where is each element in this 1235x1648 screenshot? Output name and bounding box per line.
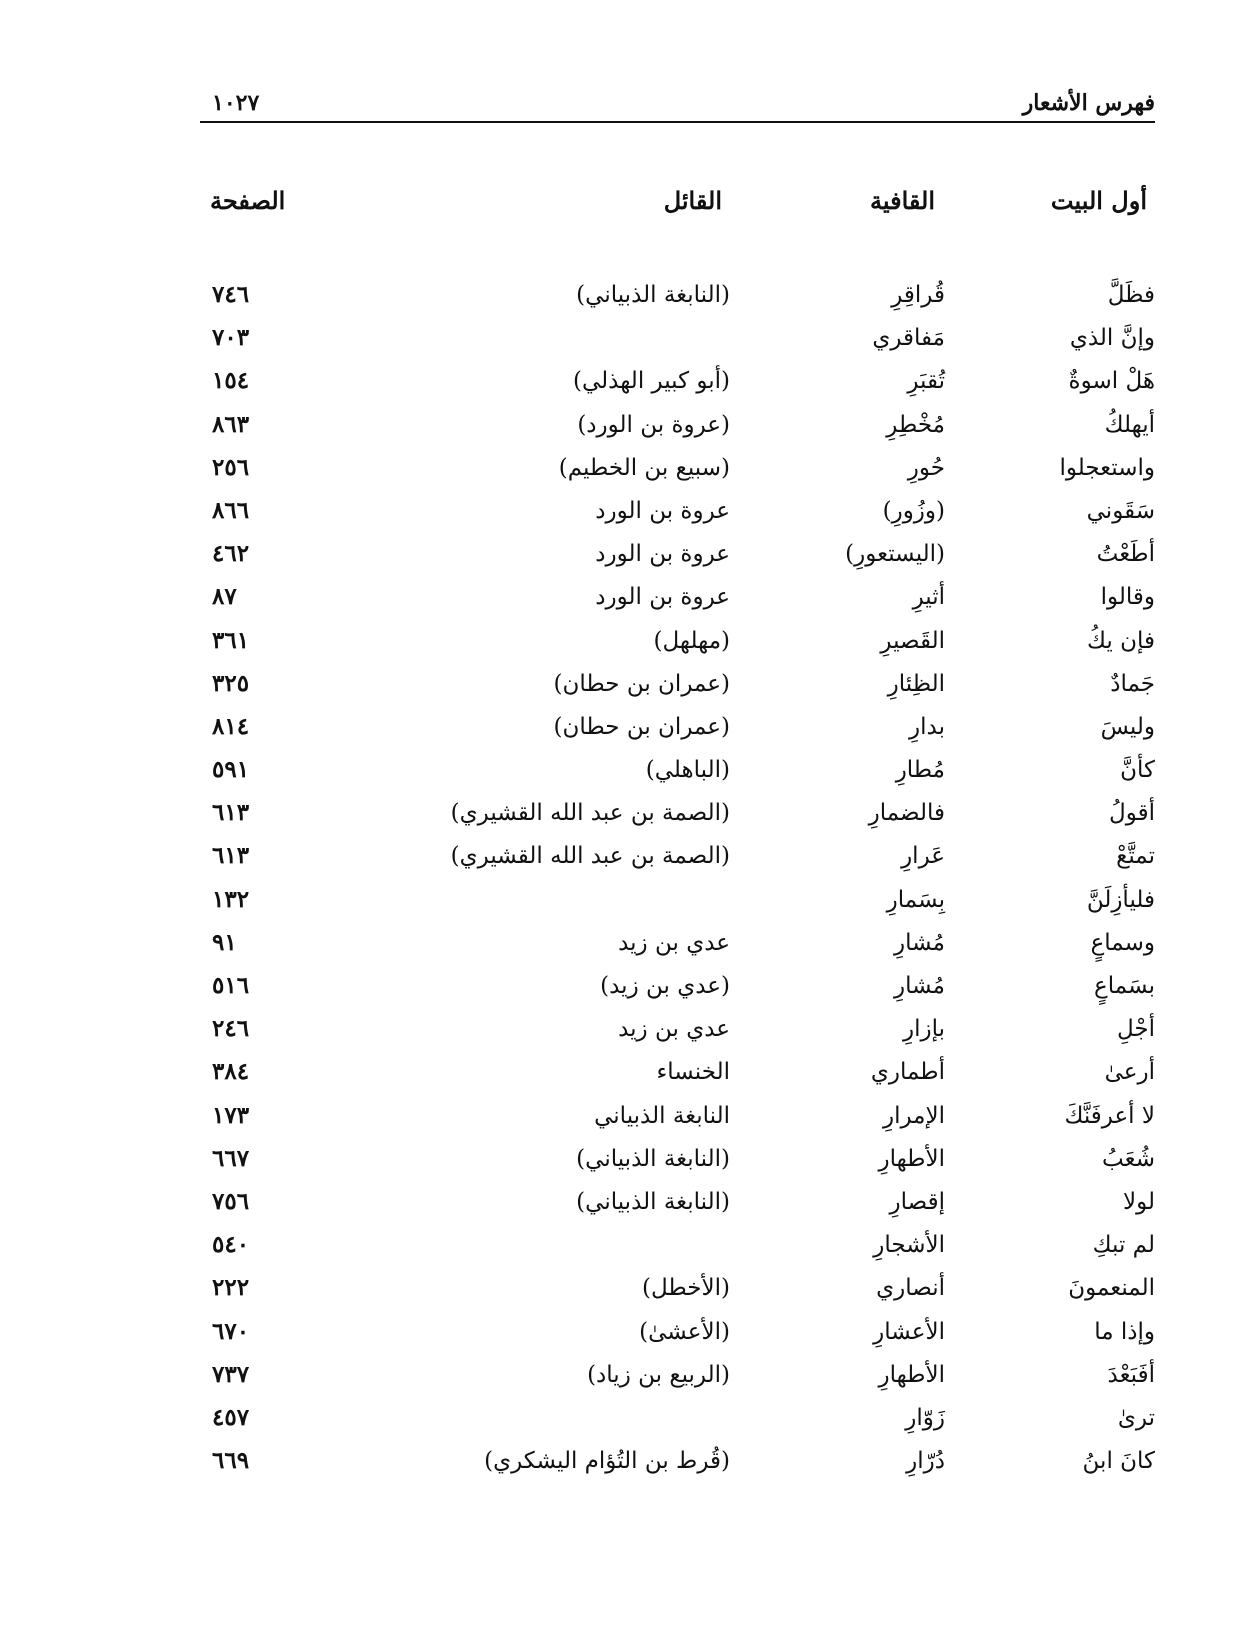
page-cell: ٨٧ xyxy=(212,583,237,611)
rhyme-cell: الأطهارِ xyxy=(878,1145,945,1172)
page-cell: ٧٣٧ xyxy=(212,1360,250,1388)
first-words-cell: أرعىٰ xyxy=(1104,1059,1155,1086)
first-words-cell: المنعمونَ xyxy=(1068,1275,1155,1302)
first-words-cell: واستعجلوا xyxy=(1059,454,1155,481)
column-header-rhyme: القافية xyxy=(869,186,935,215)
first-words-cell: أطَعْتُ xyxy=(1096,541,1155,568)
first-words-cell: فظَلَّ xyxy=(1107,282,1155,308)
rhyme-cell: مُشارِ xyxy=(894,929,945,956)
table-row xyxy=(200,841,1155,884)
table-row xyxy=(200,1403,1155,1446)
table-row xyxy=(200,971,1155,1014)
poet-cell: (الربيع بن زياد) xyxy=(587,1361,730,1388)
table-row xyxy=(200,626,1155,669)
page-cell: ٨٦٣ xyxy=(212,410,250,438)
page-cell: ٣٨٤ xyxy=(212,1058,250,1086)
table-row xyxy=(200,1273,1155,1316)
running-head-title: فهرس الأشعار xyxy=(1022,90,1155,116)
first-words-cell: جَمادٌ xyxy=(1110,670,1155,697)
first-words-cell: فإن يكُ xyxy=(1087,627,1155,654)
poet-cell: (قُرط بن التُؤام اليشكري) xyxy=(484,1448,730,1475)
page-cell: ٣٢٥ xyxy=(212,669,250,697)
index-table xyxy=(200,280,1155,1489)
poet-cell: (أبو كبير الهذلي) xyxy=(572,368,730,395)
poet-cell: (الأخطل) xyxy=(642,1275,730,1302)
rhyme-cell: مُشارِ xyxy=(894,973,945,999)
poet-cell: عروة بن الورد xyxy=(595,584,730,611)
first-words-cell: هَلْ اسوةٌ xyxy=(1068,368,1155,395)
first-words-cell: أجْلِ xyxy=(1116,1016,1155,1043)
table-row xyxy=(200,1101,1155,1144)
rhyme-cell: الأشجارِ xyxy=(873,1232,945,1259)
first-words-cell: تمتَّعْ xyxy=(1116,843,1155,870)
rhyme-cell: بدارِ xyxy=(909,713,945,740)
rhyme-cell: إقصارِ xyxy=(889,1188,945,1215)
table-row xyxy=(200,280,1155,323)
first-words-cell: لا أعرفَنَّكَ xyxy=(1064,1102,1155,1129)
poet-cell: عروة بن الورد xyxy=(595,497,730,524)
rhyme-cell: تُقبَرِ xyxy=(907,368,945,395)
page-cell: ٤٦٢ xyxy=(212,540,250,568)
table-row xyxy=(200,1446,1155,1489)
rhyme-cell: بإزارِ xyxy=(902,1016,945,1043)
table-row xyxy=(200,928,1155,971)
poet-cell: (الصمة بن عبد الله القشيري) xyxy=(450,843,730,870)
first-words-cell: شُعَبُ xyxy=(1102,1145,1155,1172)
table-row xyxy=(200,885,1155,928)
first-words-cell: أفَبَعْدَ xyxy=(1107,1361,1155,1388)
first-words-cell: أيهلكُ xyxy=(1104,411,1155,438)
rhyme-cell: الإمرارِ xyxy=(882,1102,945,1129)
rhyme-cell: الأعشارِ xyxy=(873,1318,945,1345)
table-row xyxy=(200,323,1155,366)
header-rule xyxy=(200,121,1155,123)
poet-cell: الخنساء xyxy=(656,1059,730,1086)
page-cell: ٦٧٠ xyxy=(212,1317,250,1345)
poet-cell: عدي بن زيد xyxy=(618,929,730,956)
poet-cell: (عدي بن زيد) xyxy=(600,973,730,999)
poet-cell: (الباهلي) xyxy=(645,757,730,784)
poet-cell: النابغة الذبياني xyxy=(594,1102,730,1129)
table-row xyxy=(200,582,1155,625)
page-cell: ٧٠٣ xyxy=(212,324,250,352)
rhyme-cell: عَرارِ xyxy=(901,843,945,870)
rhyme-cell: دُرّارِ xyxy=(906,1448,945,1475)
rhyme-cell: القَصيرِ xyxy=(880,627,945,654)
table-row xyxy=(200,669,1155,712)
first-words-cell: كأنَّ xyxy=(1120,757,1155,784)
page-cell: ١٣٢ xyxy=(212,885,250,913)
table-row xyxy=(200,798,1155,841)
table-row xyxy=(200,1014,1155,1057)
page-cell: ٥٤٠ xyxy=(212,1231,250,1259)
table-row xyxy=(200,366,1155,409)
column-header-page: الصفحة xyxy=(210,186,286,215)
rhyme-cell: بِسَمارِ xyxy=(886,886,945,913)
first-words-cell: وقالوا xyxy=(1100,584,1155,611)
first-words-cell: أقولُ xyxy=(1109,800,1155,827)
page-cell: ٤٥٧ xyxy=(212,1403,250,1431)
rhyme-cell: (وزُورِ) xyxy=(882,497,945,524)
poet-cell: (سبيع بن الخطيم) xyxy=(558,454,730,481)
page-cell: ٦١٣ xyxy=(212,799,250,827)
first-words-cell: وإنَّ الذي xyxy=(1069,325,1155,352)
page-cell: ١٥٤ xyxy=(212,367,250,395)
running-head xyxy=(200,90,1155,120)
column-header-poet: القائل xyxy=(663,186,722,215)
page-cell: ٩١ xyxy=(212,928,237,956)
rhyme-cell: قُراقِرِ xyxy=(891,282,945,308)
rhyme-cell: أنصاري xyxy=(876,1275,945,1302)
table-row xyxy=(200,1187,1155,1230)
first-words-cell: فليأزِلَنَّ xyxy=(1086,886,1155,913)
rhyme-cell: أثيرِ xyxy=(912,584,945,611)
poet-cell: (مهلهل) xyxy=(653,627,730,654)
page-cell: ٢٢٢ xyxy=(212,1274,250,1302)
first-words-cell: بسَماعٍ xyxy=(1094,973,1155,999)
rhyme-cell: مُطارِ xyxy=(895,757,945,784)
page-cell: ٧٥٦ xyxy=(212,1187,250,1215)
page-cell: ٦٦٩ xyxy=(212,1447,250,1475)
page-number: ١٠٢٧ xyxy=(212,90,260,116)
poet-cell: (النابغة الذبياني) xyxy=(576,1145,730,1172)
page-cell: ٣٦١ xyxy=(212,626,250,654)
poet-cell: عروة بن الورد xyxy=(595,541,730,568)
rhyme-cell: أطماري xyxy=(870,1059,945,1086)
page-cell: ١٧٣ xyxy=(212,1101,250,1129)
rhyme-cell: حُورِ xyxy=(907,454,945,481)
page-cell: ٨٦٦ xyxy=(212,496,250,524)
poet-cell: (عروة بن الورد) xyxy=(577,411,730,438)
table-row xyxy=(200,410,1155,453)
rhyme-cell: مَفاقري xyxy=(872,325,945,352)
table-row xyxy=(200,1317,1155,1360)
table-row xyxy=(200,453,1155,496)
rhyme-cell: الأطهارِ xyxy=(878,1361,945,1388)
table-row xyxy=(200,712,1155,755)
page-cell: ٦٦٧ xyxy=(212,1144,250,1172)
rhyme-cell: مُخْطِرِ xyxy=(886,411,945,438)
column-header-first-words: أول البيت xyxy=(1050,186,1147,215)
poet-cell: (النابغة الذبياني) xyxy=(576,1188,730,1215)
poet-cell: (الأعشىٰ) xyxy=(639,1318,730,1345)
first-words-cell: وإذا ما xyxy=(1094,1318,1155,1345)
page-cell: ٢٤٦ xyxy=(212,1015,250,1043)
rhyme-cell: الظِئارِ xyxy=(887,670,945,697)
first-words-cell: وليسَ xyxy=(1100,713,1155,740)
table-row xyxy=(200,755,1155,798)
first-words-cell: لم تبكِ xyxy=(1092,1232,1155,1259)
table-row xyxy=(200,1057,1155,1100)
page-cell: ٧٤٦ xyxy=(212,281,250,308)
rhyme-cell: (اليستعورِ) xyxy=(845,541,945,568)
poet-cell: عدي بن زيد xyxy=(618,1016,730,1043)
page-cell: ٨١٤ xyxy=(212,712,250,740)
table-row xyxy=(200,1360,1155,1403)
table-row xyxy=(200,1144,1155,1187)
poet-cell: (عمران بن حطان) xyxy=(553,713,730,740)
rhyme-cell: زَوّارِ xyxy=(905,1404,945,1431)
poet-cell: (عمران بن حطان) xyxy=(553,670,730,697)
page-cell: ٢٥٦ xyxy=(212,453,250,481)
first-words-cell: كانَ ابنُ xyxy=(1082,1448,1155,1475)
first-words-cell: سَقَوني xyxy=(1086,497,1155,524)
first-words-cell: وسماعٍ xyxy=(1090,929,1155,956)
rhyme-cell: فالضمارِ xyxy=(868,800,945,827)
table-row xyxy=(200,539,1155,582)
first-words-cell: ترىٰ xyxy=(1117,1404,1155,1431)
page-cell: ٥١٦ xyxy=(212,972,250,999)
poet-cell: (الصمة بن عبد الله القشيري) xyxy=(450,800,730,827)
table-row xyxy=(200,1230,1155,1273)
page-cell: ٥٩١ xyxy=(212,756,250,784)
table-row xyxy=(200,496,1155,539)
page-cell: ٦١٣ xyxy=(212,842,250,870)
poet-cell: (النابغة الذبياني) xyxy=(576,282,730,308)
first-words-cell: لولا xyxy=(1122,1188,1155,1215)
